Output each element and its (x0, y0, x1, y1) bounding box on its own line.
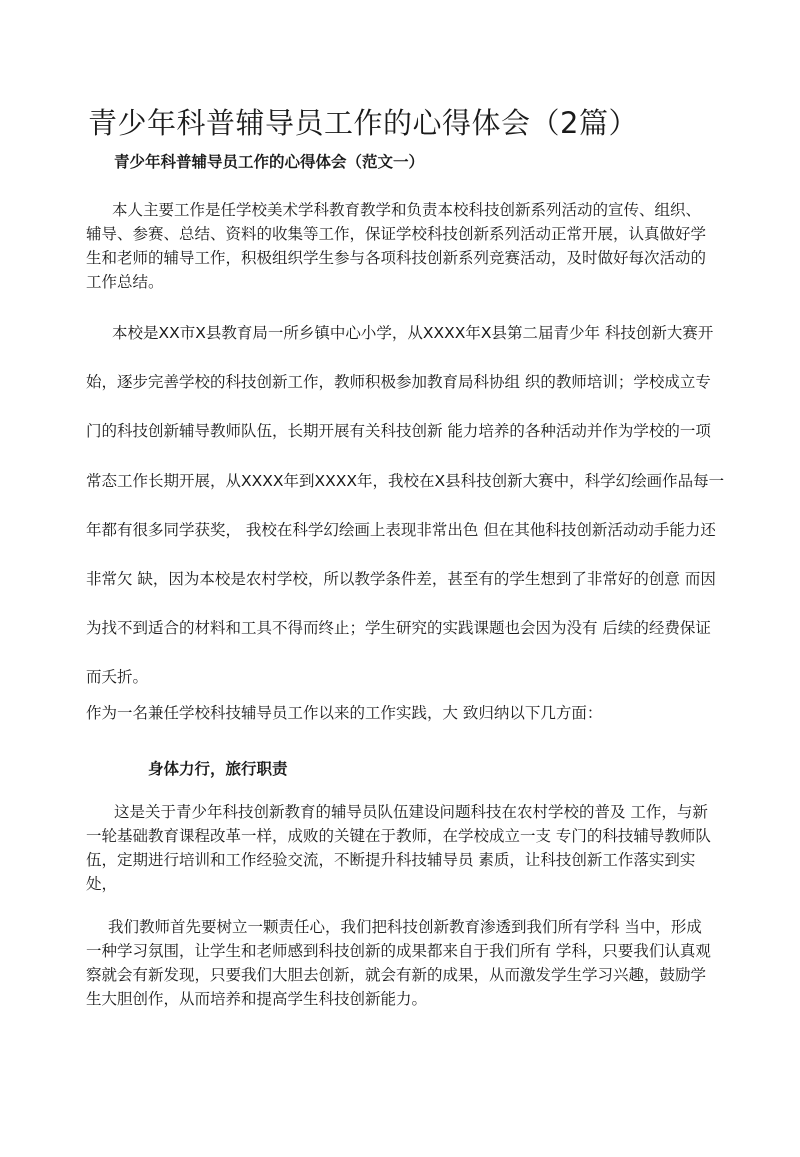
document-subtitle: 青少年科普辅导员工作的心得体会（范文一） (114, 153, 425, 171)
section-heading: 身体力行，旅行职责 (148, 760, 288, 778)
paragraph-intro: 本人主要工作是任学校美术学科教育教学和负责本校科技创新系列活动的宣传、组织、辅导、参赛、总结、资料的收集等工作，保证学校科技创新系列活动正常开展，认真做好学生和老师的辅导工作，积极组织学生参与各项科技创新系列竞赛活动，及时做好每次活动的工作总结。 (86, 201, 707, 291)
paragraph-summary-lead: 作为一名兼任学校科技辅导员工作以来的工作实践，大 致归纳以下几方面： (86, 704, 603, 722)
paragraph-team-building: 这是关于青少年科技创新教育的辅导员队伍建设问题科技在农村学校的普及 工作，与新一轮基础教育课程改革一样，成败的关键在于教师，在学校成立一支 专门的科技辅导教师队伍，定期进行培训和工作经验交流，不断提升科技辅导员 素质，让科技创新工作落实到实处， (86, 803, 711, 893)
paragraph-responsibility: 我们教师首先要树立一颗责任心，我们把科技创新教育渗透到我们所有学科 当中，形成一种学习氛围，让学生和老师感到科技创新的成果都来自于我们所有 学科，只要我们认真观察就会有新发现，只要我们大胆去创新，就会有新的成果，从而激发学生学习兴趣，鼓励学生大胆创作，从而培养和提高学生科技创新能力。 (86, 918, 711, 1008)
document-title: 青少年科普辅导员工作的心得体会（2篇） (88, 106, 638, 141)
paragraph-school-background: 本校是XX市X县教育局一所乡镇中心小学，从XXXX年X县第二届青少年 科技创新大赛开始，逐步完善学校的科技创新工作，教师积极参加教育局科协组 织的教师培训；学校成立专门的科技创新辅导教师队伍，长期开展有关科技创新 能力培养的各种活动并作为学校的一项常态工作长期开展，从XXXX年到XXXX年，我校在X县科技创新大赛中，科学幻绘画作品每一年都有很多同学获奖， 我校在科学幻绘画上表现非常出色 但在其他科技创新活动动手能力还非常欠 缺，因为本校是农村学校，所以教学条件差，甚至有的学生想到了非常好的创意 而因为找不到适合的材料和工具不得而终止；学生研究的实践课题也会因为没有 后续的经费保证而夭折。 (86, 324, 725, 687)
